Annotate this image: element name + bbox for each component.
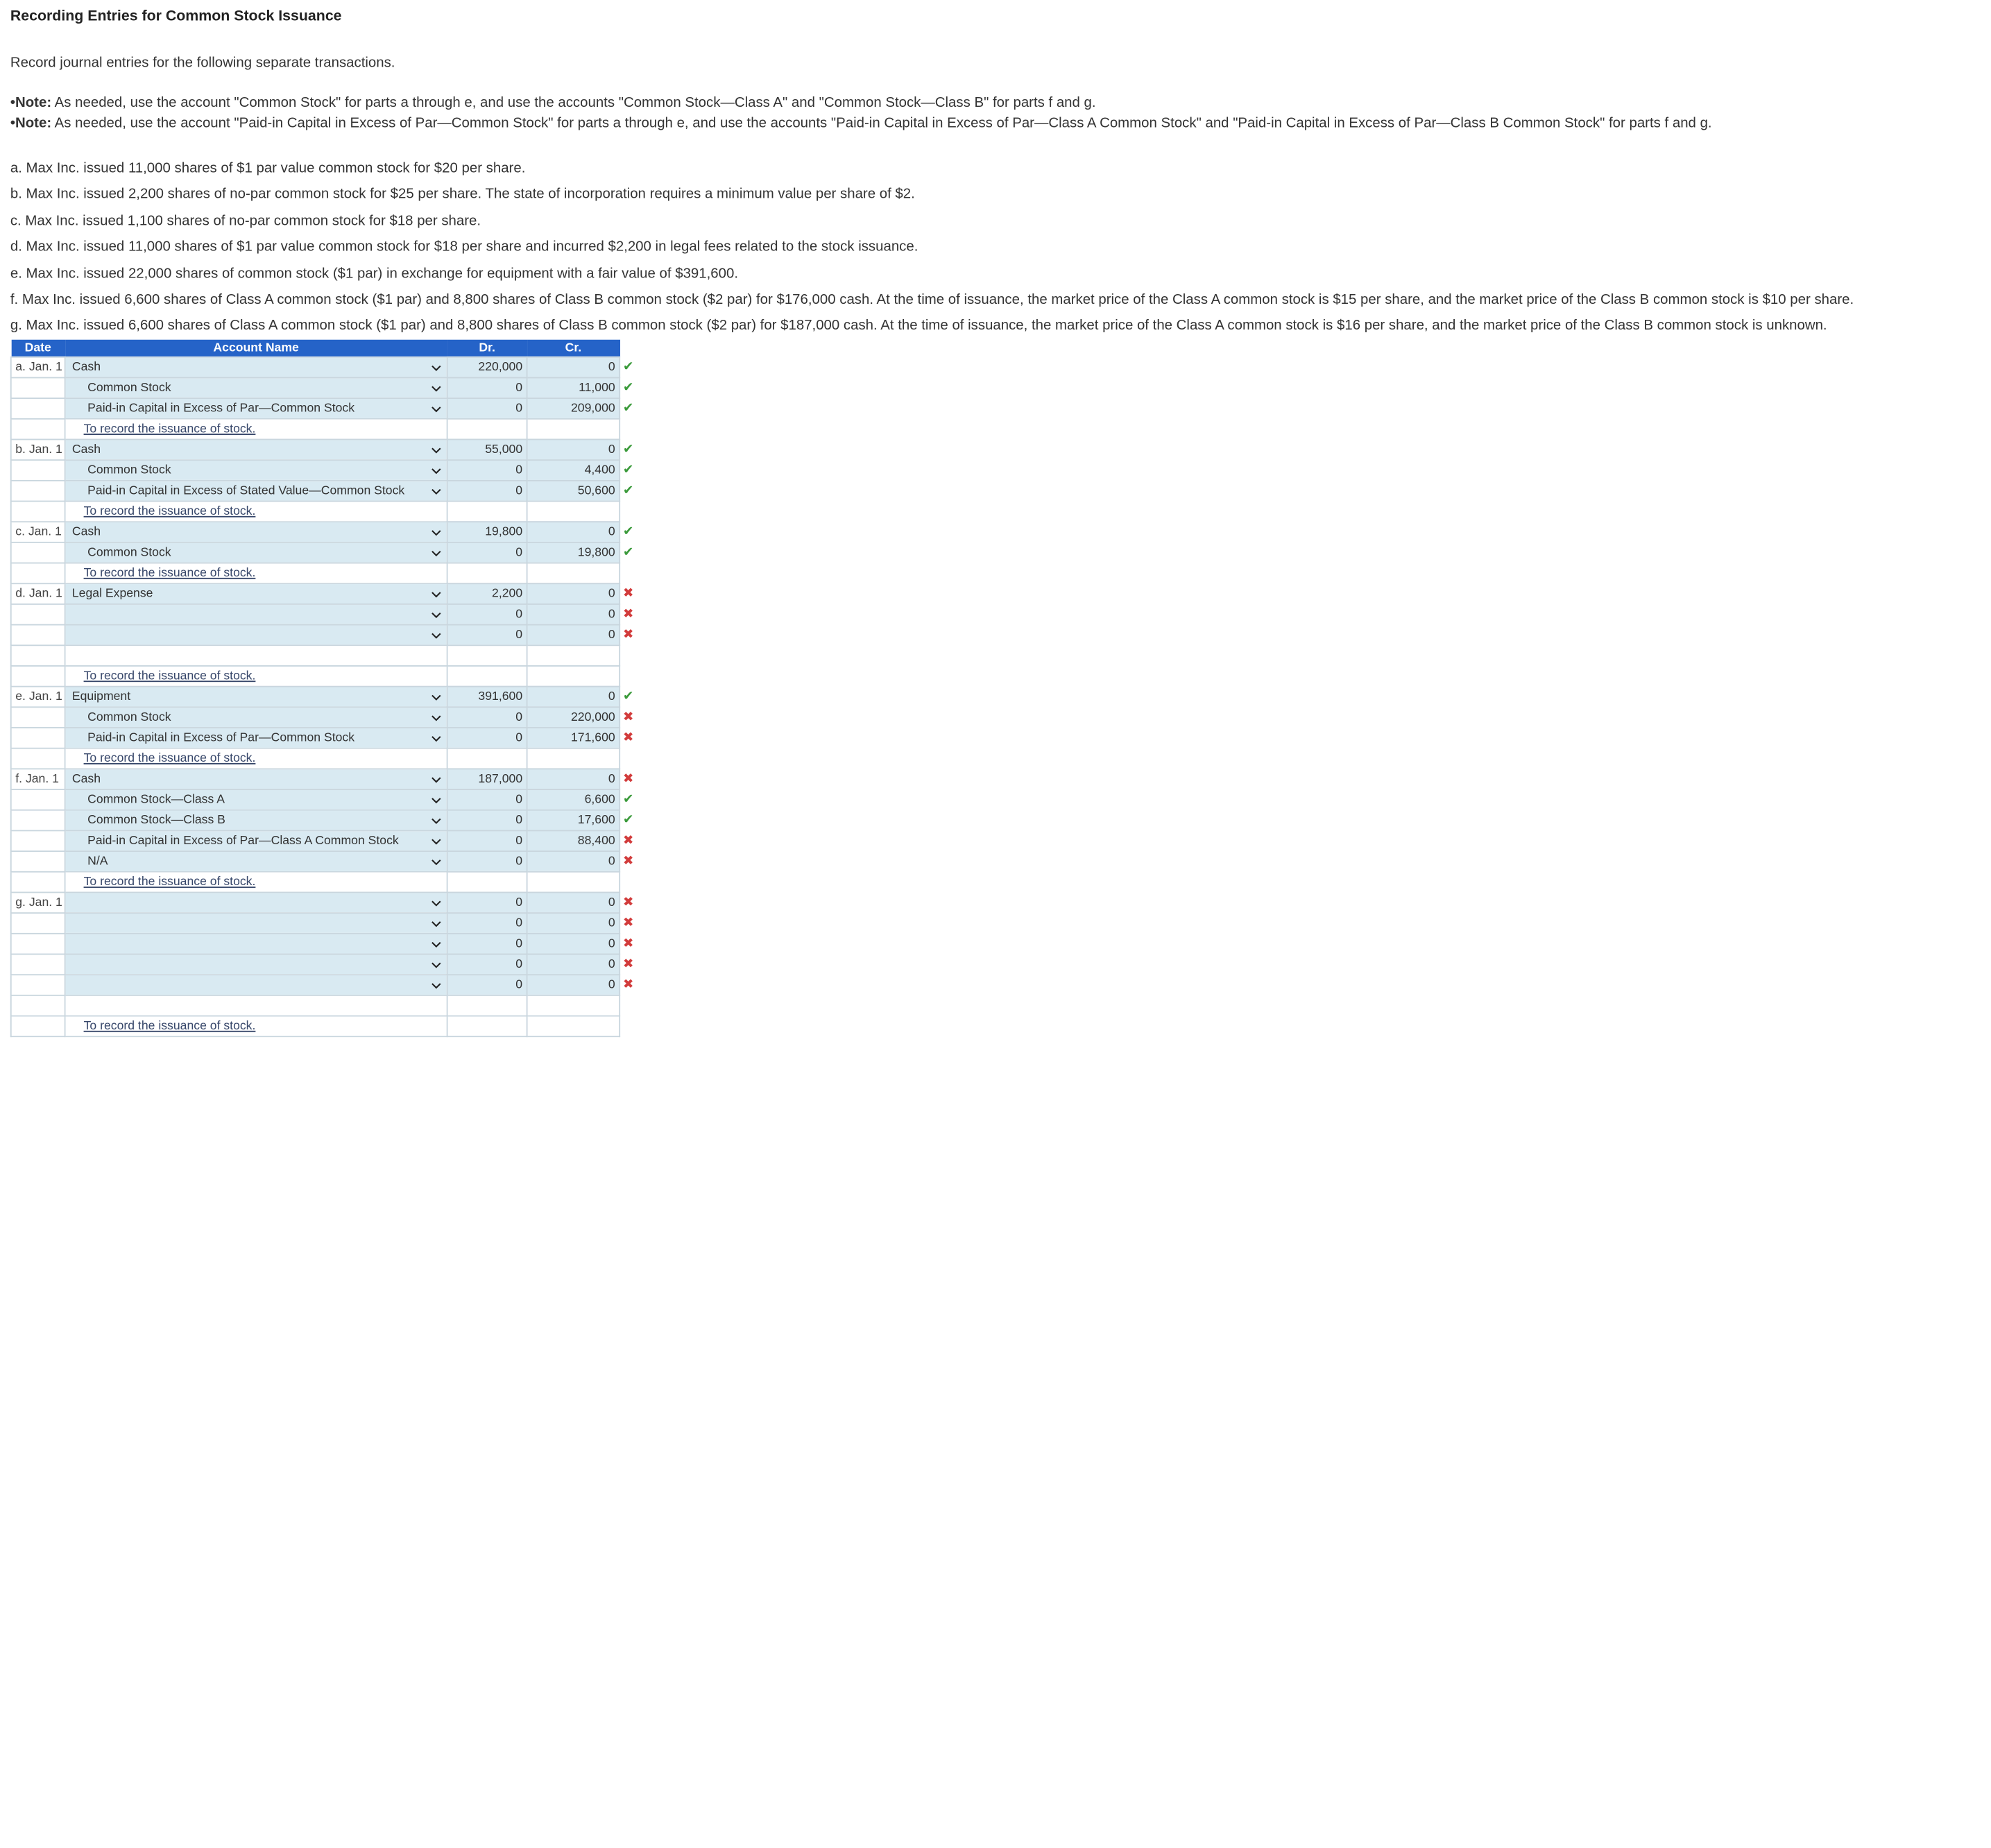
account-select[interactable] <box>65 769 447 789</box>
date-cell <box>11 481 65 502</box>
table-row <box>11 769 642 789</box>
date-cell <box>11 830 65 851</box>
memo-link[interactable] <box>65 748 447 769</box>
account-select[interactable] <box>65 892 447 913</box>
chevron-down-icon <box>431 960 441 970</box>
credit-input[interactable]: 17,600 <box>527 810 620 830</box>
table-row <box>11 419 642 440</box>
table-row <box>11 624 642 645</box>
date-cell <box>11 871 65 892</box>
account-select[interactable] <box>65 851 447 872</box>
account-select[interactable] <box>65 460 447 481</box>
table-row <box>11 666 642 687</box>
date-cell <box>11 707 65 728</box>
check-icon: ✔ <box>619 439 642 460</box>
transaction-d: d. Max Inc. issued 11,000 shares of $1 par value common stock for $18 per share and incurred $2,200 in legal fees related to the stock issuance. <box>10 239 918 255</box>
table-row <box>11 686 642 707</box>
date-cell <box>11 645 65 666</box>
account-select[interactable] <box>65 686 447 707</box>
debit-input[interactable]: 0 <box>447 810 527 830</box>
table-row <box>11 748 642 769</box>
account-select[interactable] <box>65 707 447 728</box>
debit-input[interactable]: 0 <box>447 460 527 481</box>
memo-link[interactable] <box>65 419 447 440</box>
account-select[interactable] <box>65 789 447 810</box>
mark-blank <box>619 419 642 440</box>
table-row <box>11 398 642 419</box>
debit-input[interactable]: 0 <box>447 975 527 995</box>
chevron-down-icon <box>431 589 441 599</box>
date-cell: f. Jan. 1 <box>11 769 65 789</box>
note-label: •Note: <box>10 95 52 111</box>
account-name: Cash <box>71 524 101 539</box>
header-date: Date <box>11 339 65 357</box>
date-cell <box>11 419 65 440</box>
account-name: Common Stock—Class A <box>87 792 225 807</box>
account-select[interactable] <box>65 934 447 955</box>
header-dr: Dr. <box>447 339 527 357</box>
table-row <box>11 830 642 851</box>
table-row <box>11 728 642 748</box>
debit-input[interactable]: 19,800 <box>447 522 527 542</box>
credit-input[interactable]: 0 <box>527 769 620 789</box>
date-cell: a. Jan. 1 <box>11 357 65 377</box>
table-row <box>11 481 642 502</box>
account-select[interactable] <box>65 481 447 502</box>
check-icon: ✔ <box>619 789 642 810</box>
transaction-b: b. Max Inc. issued 2,200 shares of no-par common stock for $25 per share. The state of incorporation requires a minimum value per share of $2. <box>10 187 915 203</box>
transaction-f: f. Max Inc. issued 6,600 shares of Class A common stock ($1 par) and 8,800 shares of Class B common stock ($2 par) for $176,000 cash. At the time of issuance, the market price of the Class A common stock is $15 per share, and the market price of the Class B common stock is $10 per share. <box>10 292 1854 308</box>
debit-input[interactable]: 0 <box>447 851 527 872</box>
table-row <box>11 1016 642 1036</box>
date-cell <box>11 666 65 687</box>
account-select[interactable] <box>65 377 447 398</box>
date-cell <box>11 789 65 810</box>
chevron-down-icon <box>431 816 441 826</box>
table-row <box>11 934 642 955</box>
memo-text: To record the issuance of stock. <box>83 565 256 581</box>
memo-text: To record the issuance of stock. <box>83 751 256 766</box>
credit-input[interactable]: 19,800 <box>527 542 620 563</box>
debit-input[interactable]: 0 <box>447 789 527 810</box>
chevron-down-icon <box>431 774 441 785</box>
table-row <box>11 460 642 481</box>
table-row <box>11 810 642 830</box>
chevron-down-icon <box>431 857 441 867</box>
table-row <box>11 892 642 913</box>
account-name: Common Stock <box>87 463 171 477</box>
debit-blank <box>447 995 527 1016</box>
date-cell <box>11 954 65 975</box>
note-label: •Note: <box>10 115 52 132</box>
check-icon: ✔ <box>619 810 642 830</box>
check-icon: ✔ <box>619 398 642 419</box>
table-row <box>11 377 642 398</box>
credit-blank <box>527 419 620 440</box>
account-select[interactable] <box>65 810 447 830</box>
account-select[interactable] <box>65 830 447 851</box>
check-icon: ✔ <box>619 522 642 542</box>
x-icon: ✖ <box>619 728 642 748</box>
date-cell <box>11 398 65 419</box>
debit-input[interactable]: 0 <box>447 398 527 419</box>
debit-blank <box>447 501 527 522</box>
chevron-down-icon <box>431 692 441 703</box>
credit-blank <box>527 666 620 687</box>
credit-input[interactable]: 0 <box>527 686 620 707</box>
credit-input[interactable]: 0 <box>527 954 620 975</box>
table-row <box>11 954 642 975</box>
header-mark-spacer <box>619 339 642 357</box>
credit-input[interactable]: 11,000 <box>527 377 620 398</box>
date-cell: d. Jan. 1 <box>11 583 65 604</box>
table-row <box>11 871 642 892</box>
credit-blank <box>527 1016 620 1036</box>
credit-input[interactable]: 50,600 <box>527 481 620 502</box>
memo-text: To record the issuance of stock. <box>83 504 256 519</box>
check-icon: ✔ <box>619 481 642 502</box>
date-cell <box>11 501 65 522</box>
account-name: Cash <box>71 771 101 787</box>
debit-input[interactable]: 0 <box>447 604 527 625</box>
account-select[interactable] <box>65 975 447 995</box>
table-header-row <box>11 339 642 357</box>
credit-input[interactable]: 88,400 <box>527 830 620 851</box>
debit-input[interactable]: 0 <box>447 624 527 645</box>
account-select[interactable] <box>65 542 447 563</box>
account-name: Cash <box>71 442 101 457</box>
table-row <box>11 542 642 563</box>
chevron-down-icon <box>431 384 441 394</box>
account-select[interactable] <box>65 604 447 625</box>
debit-input[interactable]: 0 <box>447 707 527 728</box>
debit-blank <box>447 1016 527 1036</box>
account-select[interactable] <box>65 522 447 542</box>
chevron-down-icon <box>431 918 441 929</box>
date-cell <box>11 604 65 625</box>
account-name: Paid-in Capital in Excess of Par—Class A Common Stock <box>87 833 399 848</box>
table-row <box>11 975 642 995</box>
date-cell <box>11 995 65 1016</box>
memo-text: To record the issuance of stock. <box>83 669 256 683</box>
chevron-down-icon <box>431 898 441 909</box>
account-select[interactable] <box>65 357 447 377</box>
x-icon: ✖ <box>619 624 642 645</box>
table-row <box>11 645 642 666</box>
date-cell <box>11 913 65 934</box>
memo-link[interactable] <box>65 1016 447 1036</box>
credit-input[interactable]: 0 <box>527 583 620 604</box>
mark-blank <box>619 563 642 583</box>
note-text: As needed, use the account "Common Stock" for parts a through e, and use the accounts "Common Stock—Class A" and "Common Stock—Class B" for parts f and g. <box>51 95 1096 111</box>
account-select[interactable] <box>65 954 447 975</box>
date-cell <box>11 934 65 955</box>
table-row <box>11 707 642 728</box>
spacer-cell <box>65 995 447 1016</box>
x-icon: ✖ <box>619 892 642 913</box>
debit-input[interactable]: 0 <box>447 954 527 975</box>
debit-input[interactable]: 0 <box>447 934 527 955</box>
credit-input[interactable]: 0 <box>527 522 620 542</box>
mark-blank <box>619 1016 642 1036</box>
credit-input[interactable]: 0 <box>527 913 620 934</box>
x-icon: ✖ <box>619 975 642 995</box>
note-1 <box>10 93 1979 114</box>
mark-blank <box>619 748 642 769</box>
debit-input[interactable]: 0 <box>447 377 527 398</box>
credit-input[interactable]: 0 <box>527 624 620 645</box>
date-cell <box>11 810 65 830</box>
credit-input[interactable]: 0 <box>527 439 620 460</box>
memo-link[interactable] <box>65 563 447 583</box>
debit-blank <box>447 563 527 583</box>
debit-input[interactable]: 0 <box>447 830 527 851</box>
account-name: Equipment <box>71 689 131 704</box>
mark-blank <box>619 871 642 892</box>
debit-input[interactable]: 0 <box>447 542 527 563</box>
chevron-down-icon <box>431 445 441 456</box>
account-name: Cash <box>71 360 101 375</box>
credit-input[interactable]: 220,000 <box>527 707 620 728</box>
memo-text: To record the issuance of stock. <box>83 422 256 436</box>
x-icon: ✖ <box>619 604 642 625</box>
account-select[interactable] <box>65 398 447 419</box>
date-cell <box>11 542 65 563</box>
credit-blank <box>527 645 620 666</box>
spacer-cell <box>65 645 447 666</box>
credit-input[interactable]: 0 <box>527 892 620 913</box>
table-row <box>11 357 642 377</box>
journal-entry-table <box>10 339 642 1036</box>
chevron-down-icon <box>431 795 441 805</box>
memo-link[interactable] <box>65 501 447 522</box>
account-name: Paid-in Capital in Excess of Stated Value—Common Stock <box>87 484 405 498</box>
notes <box>10 93 1979 134</box>
transaction-a: a. Max Inc. issued 11,000 shares of $1 par value common stock for $20 per share. <box>10 160 526 177</box>
debit-input[interactable]: 0 <box>447 913 527 934</box>
account-name: Legal Expense <box>71 586 153 601</box>
note-text: As needed, use the account "Paid-in Capital in Excess of Par—Common Stock" for parts a through e, and use the accounts "Paid-in Capital in Excess of Par—Class A Common Stock" and "Paid-in Capital in Excess of Par—Class B Common Stock" for parts f and g. <box>51 115 1712 132</box>
date-cell <box>11 975 65 995</box>
date-cell <box>11 563 65 583</box>
chevron-down-icon <box>431 631 441 641</box>
date-cell <box>11 377 65 398</box>
table-row <box>11 789 642 810</box>
credit-input[interactable]: 0 <box>527 851 620 872</box>
table-body <box>11 357 642 1036</box>
x-icon: ✖ <box>619 583 642 604</box>
chevron-down-icon <box>431 548 441 558</box>
chevron-down-icon <box>431 939 441 950</box>
debit-blank <box>447 666 527 687</box>
table-row <box>11 563 642 583</box>
date-cell <box>11 728 65 748</box>
check-icon: ✔ <box>619 686 642 707</box>
account-name: Common Stock <box>87 380 171 395</box>
account-select[interactable] <box>65 583 447 604</box>
header-cr: Cr. <box>527 339 620 357</box>
date-cell: b. Jan. 1 <box>11 439 65 460</box>
memo-text: To record the issuance of stock. <box>83 875 256 889</box>
debit-input[interactable]: 187,000 <box>447 769 527 789</box>
date-cell <box>11 460 65 481</box>
debit-blank <box>447 871 527 892</box>
account-name: Paid-in Capital in Excess of Par—Common Stock <box>87 401 355 416</box>
debit-input[interactable]: 0 <box>447 481 527 502</box>
memo-text: To record the issuance of stock. <box>83 1018 256 1034</box>
debit-blank <box>447 748 527 769</box>
credit-input[interactable]: 0 <box>527 975 620 995</box>
memo-link[interactable] <box>65 666 447 687</box>
check-icon: ✔ <box>619 542 642 563</box>
table-row <box>11 913 642 934</box>
mark-blank <box>619 995 642 1016</box>
chevron-down-icon <box>431 465 441 476</box>
date-cell <box>11 851 65 872</box>
account-select[interactable] <box>65 913 447 934</box>
chevron-down-icon <box>431 486 441 497</box>
page-title: Recording Entries for Common Stock Issuance <box>10 8 342 25</box>
chevron-down-icon <box>431 712 441 723</box>
table-row <box>11 995 642 1016</box>
transaction-g: g. Max Inc. issued 6,600 shares of Class A common stock ($1 par) and 8,800 shares of Class B common stock ($2 par) for $187,000 cash. At the time of issuance, the market price of the Class A common stock is $16 per share, and the market price of the Class B common stock is unknown. <box>10 318 1827 334</box>
debit-input[interactable]: 55,000 <box>447 439 527 460</box>
mark-blank <box>619 501 642 522</box>
account-select[interactable] <box>65 439 447 460</box>
note-2 <box>10 113 1979 134</box>
debit-blank <box>447 419 527 440</box>
account-select[interactable] <box>65 728 447 748</box>
transaction-list <box>10 155 1979 339</box>
mark-blank <box>619 645 642 666</box>
account-select[interactable] <box>65 624 447 645</box>
date-cell: e. Jan. 1 <box>11 686 65 707</box>
header-account: Account Name <box>65 339 447 357</box>
credit-blank <box>527 748 620 769</box>
account-name: Common Stock <box>87 710 171 725</box>
transaction-e: e. Max Inc. issued 22,000 shares of common stock ($1 par) in exchange for equipment with a fair value of $391,600. <box>10 266 739 282</box>
x-icon: ✖ <box>619 707 642 728</box>
chevron-down-icon <box>431 980 441 991</box>
debit-input[interactable]: 0 <box>447 892 527 913</box>
credit-blank <box>527 563 620 583</box>
date-cell <box>11 624 65 645</box>
memo-link[interactable] <box>65 871 447 892</box>
table-row <box>11 851 642 872</box>
credit-input[interactable]: 0 <box>527 934 620 955</box>
credit-blank <box>527 995 620 1016</box>
chevron-down-icon <box>431 836 441 846</box>
table-row <box>11 583 642 604</box>
account-name: Common Stock—Class B <box>87 813 225 828</box>
x-icon: ✖ <box>619 769 642 789</box>
table-row <box>11 439 642 460</box>
account-name: Common Stock <box>87 545 171 560</box>
credit-input[interactable]: 209,000 <box>527 398 620 419</box>
chevron-down-icon <box>431 404 441 414</box>
check-icon: ✔ <box>619 357 642 377</box>
check-icon: ✔ <box>619 460 642 481</box>
intro-text: Record journal entries for the following separate transactions. <box>10 55 395 71</box>
transaction-c: c. Max Inc. issued 1,100 shares of no-par common stock for $18 per share. <box>10 213 481 229</box>
credit-blank <box>527 871 620 892</box>
date-cell: g. Jan. 1 <box>11 892 65 913</box>
check-icon: ✔ <box>619 377 642 398</box>
table-row <box>11 501 642 522</box>
chevron-down-icon <box>431 610 441 620</box>
date-cell <box>11 1016 65 1036</box>
date-cell: c. Jan. 1 <box>11 522 65 542</box>
mark-blank <box>619 666 642 687</box>
account-name: N/A <box>87 854 108 869</box>
debit-input[interactable]: 391,600 <box>447 686 527 707</box>
debit-input[interactable]: 220,000 <box>447 357 527 377</box>
debit-blank <box>447 645 527 666</box>
credit-input[interactable]: 6,600 <box>527 789 620 810</box>
credit-input[interactable]: 4,400 <box>527 460 620 481</box>
table-row <box>11 604 642 625</box>
credit-input[interactable]: 171,600 <box>527 728 620 748</box>
credit-input[interactable]: 0 <box>527 604 620 625</box>
debit-input[interactable]: 2,200 <box>447 583 527 604</box>
chevron-down-icon <box>431 363 441 373</box>
table-row <box>11 522 642 542</box>
x-icon: ✖ <box>619 913 642 934</box>
x-icon: ✖ <box>619 851 642 872</box>
date-cell <box>11 748 65 769</box>
x-icon: ✖ <box>619 830 642 851</box>
credit-input[interactable]: 0 <box>527 357 620 377</box>
account-name: Paid-in Capital in Excess of Par—Common Stock <box>87 730 355 745</box>
debit-input[interactable]: 0 <box>447 728 527 748</box>
x-icon: ✖ <box>619 954 642 975</box>
chevron-down-icon <box>431 733 441 744</box>
chevron-down-icon <box>431 527 441 538</box>
x-icon: ✖ <box>619 934 642 955</box>
credit-blank <box>527 501 620 522</box>
